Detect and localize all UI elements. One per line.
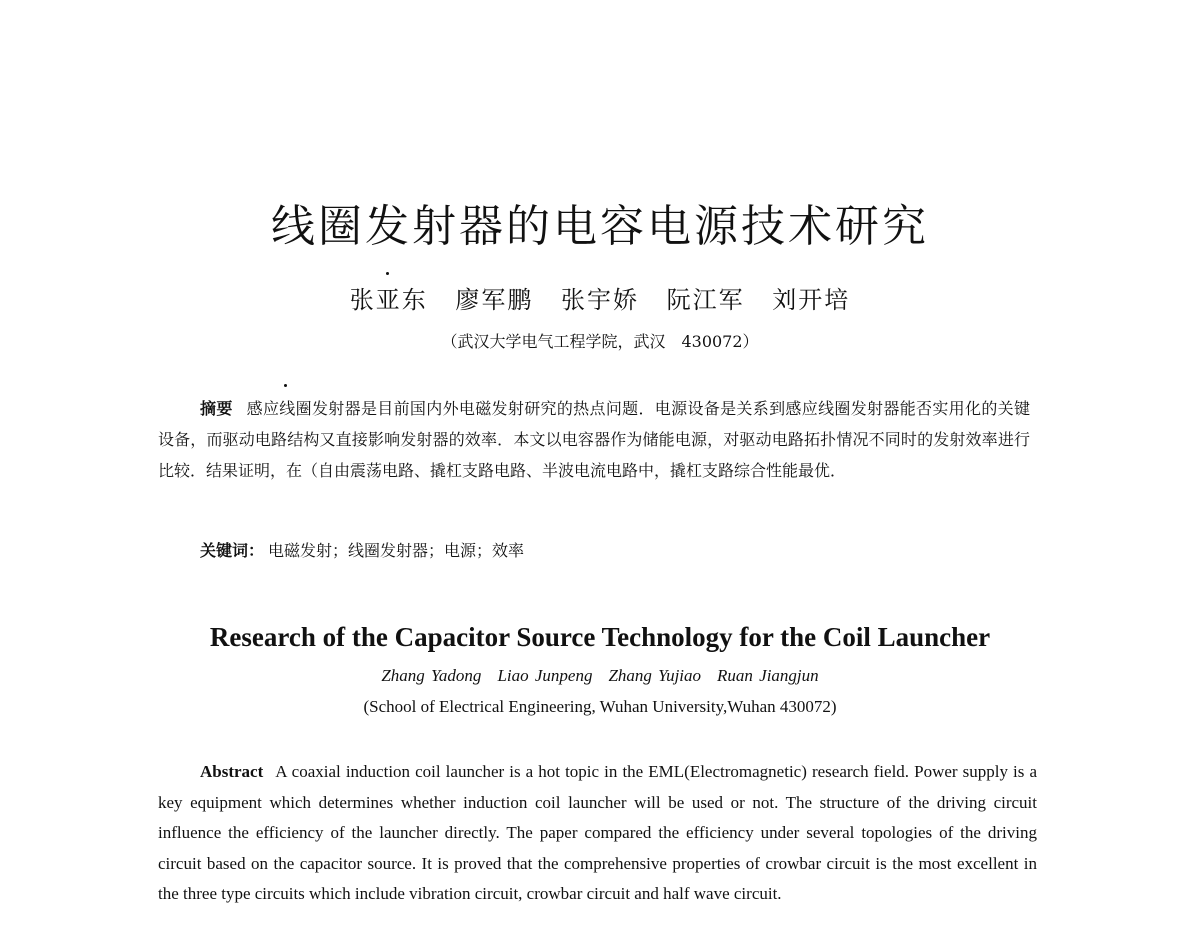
en-author: Zhang Yujiao (608, 666, 702, 685)
chinese-keywords (200, 536, 1030, 566)
cn-author: 张亚东 (349, 286, 428, 314)
scan-speck (386, 272, 389, 275)
chinese-abstract-text: 感应线圈发射器是目前国内外电磁发射研究的热点问题．电源设备是关系到感应线圈发射器能否实用化的关键设备，而驱动电路结构又直接影响发射器的效率．本文以电容器作为储能电源，对驱动电路拓扑情况不同时的发射效率进行比较．结果证明，在（自由震荡电路、撬杠支路电路、半波电流电路中，撬杠支路综合性能最优． (158, 399, 1030, 480)
en-author: Liao Junpeng (497, 666, 593, 685)
cn-author: 廖军鹏 (455, 286, 534, 314)
en-author: Zhang Yadong (381, 666, 482, 685)
en-author: Ruan Jiangjun (717, 666, 819, 685)
chinese-abstract-label: 摘要 (200, 399, 233, 418)
english-abstract-label: Abstract (200, 762, 264, 781)
chinese-keywords-label: 关键词： (200, 541, 265, 560)
cn-author: 阮江军 (666, 286, 745, 314)
cn-author: 张宇娇 (561, 286, 639, 314)
chinese-affiliation: （武汉大学电气工程学院，武汉 430072） (441, 332, 759, 351)
chinese-keywords-text: 电磁发射；线圈发射器；电源；效率 (268, 541, 525, 560)
english-abstract-text: A coaxial induction coil launcher is a hot topic in the EML(Electromagnetic) research field. Power supply is a key equipment which determines whether induction coil launcher will be used or not. The structure of the driving circuit influence the efficiency of the launcher directly. The paper compared the efficiency under several topologies of the driving circuit based on the capacitor source. It is proved that the comprehensive properties of crowbar circuit is the most excellent in the three type circuits which include vibration circuit, crowbar circuit and half wave circuit. (158, 762, 1037, 904)
english-abstract (158, 757, 1037, 910)
chinese-abstract (158, 393, 1030, 486)
scan-speck (284, 384, 287, 387)
english-authors (0, 662, 1200, 690)
english-affiliation: (School of Electrical Engineering, Wuhan University,Wuhan 430072) (363, 697, 837, 716)
chinese-title: 线圈发射器的电容电源技术研究 (271, 201, 929, 252)
chinese-authors (0, 282, 1200, 318)
english-title: Research of the Capacitor Source Technology for the Coil Launcher (209, 622, 991, 652)
cn-author: 刘开培 (772, 286, 851, 314)
